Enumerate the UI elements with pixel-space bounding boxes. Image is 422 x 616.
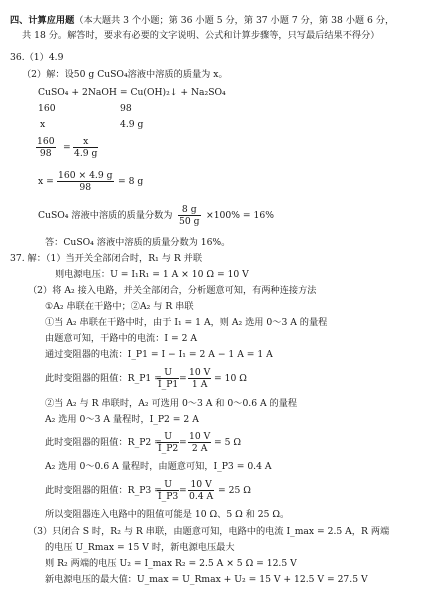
q37-rp2-result: = 5 Ω bbox=[214, 437, 242, 448]
q36-mass-160: 160 bbox=[38, 103, 56, 114]
section-note-line2: 共 18 分。解答时，要求有必要的文字说明、公式和计算步骤等，只写最后结果不得分） bbox=[22, 30, 380, 41]
section-header bbox=[10, 16, 394, 25]
q37-rp3-result: = 25 Ω bbox=[218, 485, 251, 496]
q37-rp1-frac1: U I_P1 bbox=[158, 367, 179, 391]
q36-percent-fraction: 8 g 50 g bbox=[179, 204, 200, 228]
q36-mass-98: 98 bbox=[120, 103, 132, 114]
q37-line-10: A₂ 选用 0～3 A 量程时，I_P2 = 2 A bbox=[45, 414, 199, 425]
q37-rp1-prefix: 此时变阻器的阻值：R_P1 = bbox=[45, 373, 162, 384]
q37-rp2-frac1: U I_P2 bbox=[158, 431, 179, 455]
q37-line-12: A₂ 选用 0～0.6 A 量程时，由题意可知，I_P3 = 0.4 A bbox=[45, 461, 272, 472]
q36-solve-prefix: x = bbox=[38, 176, 54, 187]
q37-rp2-prefix: 此时变阻器的阻值：R_P2 = bbox=[45, 437, 162, 448]
q37-rp1-frac2: 10 V 1 A bbox=[189, 367, 211, 391]
q37-line-5: ①当 A₂ 串联在干路中时，由于 I₁ = 1 A，则 A₂ 选用 0～3 A 的量程 bbox=[45, 317, 328, 328]
q37-line-1: 37. 解：（1）当开关全部闭合时，R₁ 与 R 并联 bbox=[10, 253, 203, 264]
q37-rp1-equals: = bbox=[179, 373, 187, 384]
q36-ratio-left: 160 98 bbox=[37, 136, 55, 160]
q36-equation: CuSO₄ + 2NaOH = Cu(OH)₂↓ + Na₂SO₄ bbox=[38, 87, 226, 98]
q37-line-16: 的电压 U_Rmax = 15 V 时，新电源电压最大 bbox=[45, 542, 235, 553]
q36-part1: 36.（1）4.9 bbox=[10, 52, 64, 63]
q36-x: x bbox=[40, 119, 46, 130]
q36-ratio-right: x 4.9 g bbox=[74, 136, 98, 160]
q37-rp3-frac2: 10 V 0.4 A bbox=[189, 479, 214, 503]
q37-rp2-equals: = bbox=[179, 437, 187, 448]
q36-percent-prefix: CuSO₄ 溶液中溶质的质量分数为 bbox=[38, 210, 173, 221]
q37-rp3-frac1: U I_P3 bbox=[158, 479, 179, 503]
q37-line-6: 由题意可知，干路中的电流：I = 2 A bbox=[45, 333, 198, 344]
q36-ratio-equals: = bbox=[63, 142, 71, 153]
section-title: 四、计算应用题 bbox=[10, 15, 75, 26]
q37-rp3-equals: = bbox=[179, 485, 187, 496]
q36-answer: 答：CuSO₄ 溶液中溶质的质量分数为 16%。 bbox=[45, 237, 231, 248]
q37-rp3-prefix: 此时变阻器的阻值：R_P3 = bbox=[45, 485, 162, 496]
q36-percent-result: ×100% = 16% bbox=[206, 210, 274, 221]
q37-line-4: ①A₂ 串联在干路中；②A₂ 与 R 串联 bbox=[45, 301, 194, 312]
q37-line-2: 则电源电压：U = I₁R₁ = 1 A × 10 Ω = 10 V bbox=[55, 269, 249, 280]
q37-line-18: 新电源电压的最大值：U_max = U_Rmax + U₂ = 15 V + 12.5 V = 27.5 V bbox=[45, 574, 368, 585]
q37-line-7: 通过变阻器的电流：I_P1 = I − I₁ = 2 A − 1 A = 1 A bbox=[45, 349, 273, 360]
q37-line-17: 则 R₂ 两端的电压 U₂ = I_max R₂ = 2.5 A × 5 Ω = 12.5 V bbox=[45, 558, 297, 569]
q36-solve-fraction: 160 × 4.9 g 98 bbox=[58, 170, 113, 194]
q37-line-9: ②当 A₂ 与 R 串联时，A₂ 可选用 0～3 A 和 0～0.6 A 的量程 bbox=[45, 398, 298, 409]
q37-rp1-result: = 10 Ω bbox=[214, 373, 247, 384]
section-note-line1: （本大题共 3 个小题；第 36 小题 5 分，第 37 小题 7 分，第 38 小题 6 分， bbox=[74, 15, 395, 26]
q37-line-3: （2）将 A₂ 接入电路，并关全部闭合，分析题意可知，有两种连接方法 bbox=[28, 285, 317, 296]
q37-line-14: 所以变阻器连入电路中的阻值可能是 10 Ω、5 Ω 和 25 Ω。 bbox=[45, 509, 290, 520]
q36-solve-result: = 8 g bbox=[118, 176, 144, 187]
q36-part2-intro: （2）解：设50 g CuSO₄溶液中溶质的质量为 x。 bbox=[22, 69, 228, 80]
q36-mass-49: 4.9 g bbox=[120, 119, 144, 130]
q37-rp2-frac2: 10 V 2 A bbox=[189, 431, 211, 455]
q37-line-15: （3）只闭合 S 时，R₂ 与 R 串联，由题意可知，电路中的电流 I_max = 2.5 A，R 两端 bbox=[28, 526, 390, 537]
